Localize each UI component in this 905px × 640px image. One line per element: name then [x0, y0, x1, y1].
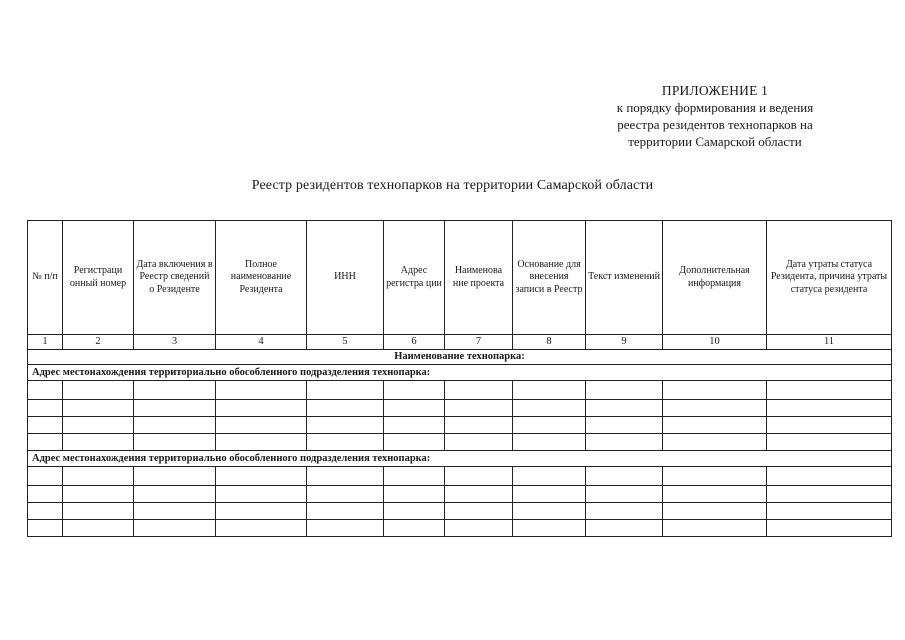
- column-number: 3: [134, 335, 216, 350]
- column-header: Адрес регистра ции: [384, 221, 445, 335]
- address-label: Адрес местонахождения территориально обособленного подразделения технопарка:: [28, 451, 892, 467]
- appendix-line: к порядку формирования и ведения: [616, 100, 814, 115]
- technopark-name-row: [28, 350, 892, 365]
- column-number: 11: [767, 335, 892, 350]
- column-header: Дата утраты статуса Резидента, причина утраты статуса резидента: [767, 221, 892, 335]
- technopark-name-label: Наименование технопарка:: [28, 350, 892, 365]
- table-row: [28, 400, 892, 417]
- table-row: [28, 486, 892, 503]
- table-row: [28, 520, 892, 537]
- appendix-line: реестра резидентов технопарков на: [617, 117, 813, 132]
- column-header: Текст изменений: [586, 221, 663, 335]
- column-header: Регистраци онный номер: [63, 221, 134, 335]
- appendix-line: территории Самарской области: [628, 134, 802, 149]
- appendix-header: [595, 82, 835, 150]
- column-number-row: [28, 335, 892, 350]
- table-row: [28, 434, 892, 451]
- appendix-number: ПРИЛОЖЕНИЕ 1: [661, 83, 769, 98]
- header-row: [28, 221, 892, 335]
- column-number: 4: [216, 335, 307, 350]
- column-number: 8: [513, 335, 586, 350]
- address-row: [28, 365, 892, 381]
- column-header: ИНН: [307, 221, 384, 335]
- column-header: № п/п: [28, 221, 63, 335]
- column-header: Наименова ние проекта: [445, 221, 513, 335]
- column-header: Дата включения в Реестр сведений о Резиденте: [134, 221, 216, 335]
- column-number: 9: [586, 335, 663, 350]
- table-row: [28, 503, 892, 520]
- column-header: Полное наименование Резидента: [216, 221, 307, 335]
- address-label: Адрес местонахождения территориально обособленного подразделения технопарка:: [28, 365, 892, 381]
- table-row: [28, 467, 892, 486]
- column-number: 7: [445, 335, 513, 350]
- registry-table: [27, 220, 892, 537]
- address-row: [28, 451, 892, 467]
- column-header: Дополнительная информация: [663, 221, 767, 335]
- document-title: Реестр резидентов технопарков на территории Самарской области: [251, 178, 654, 193]
- table-row: [28, 417, 892, 434]
- column-number: 1: [28, 335, 63, 350]
- column-number: 2: [63, 335, 134, 350]
- column-number: 6: [384, 335, 445, 350]
- column-number: 10: [663, 335, 767, 350]
- table-row: [28, 381, 892, 400]
- column-header: Основание для внесения записи в Реестр: [513, 221, 586, 335]
- column-number: 5: [307, 335, 384, 350]
